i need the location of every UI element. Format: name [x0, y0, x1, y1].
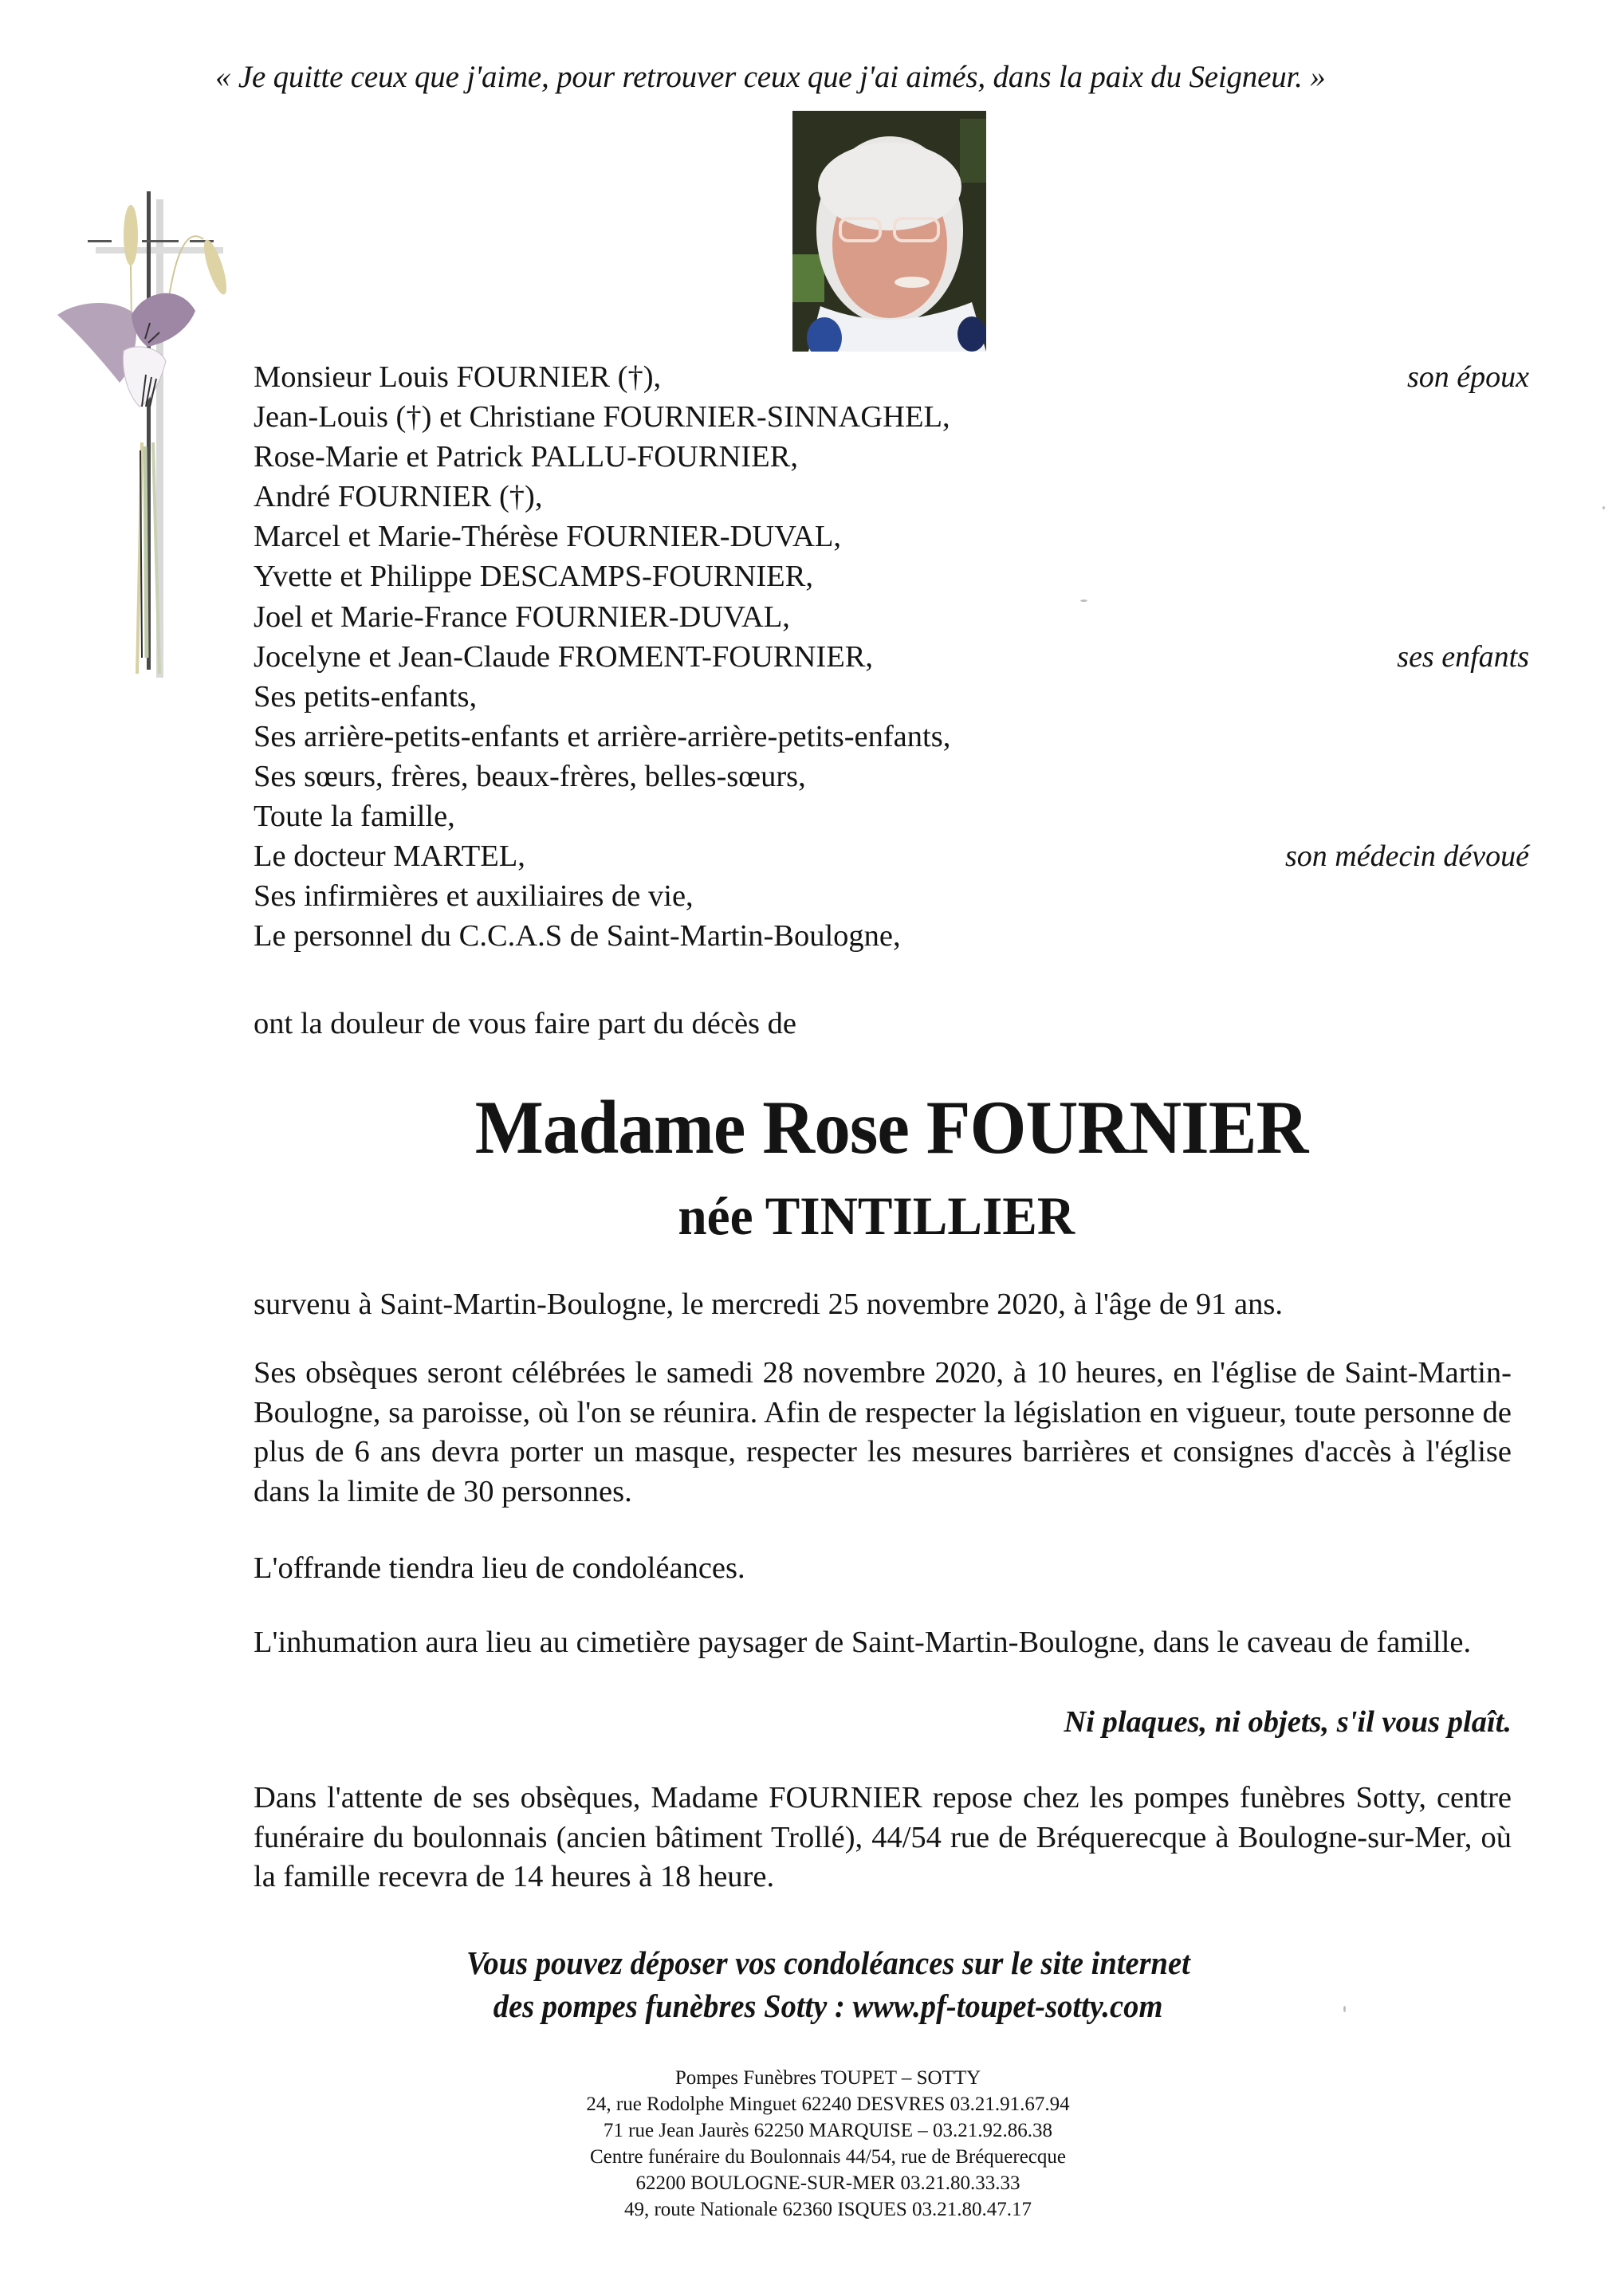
family-member-line	[254, 397, 1529, 437]
family-member-line	[254, 836, 1529, 876]
family-member-line	[254, 437, 1529, 477]
deceased-name	[0, 1085, 1624, 1170]
family-member-line	[254, 796, 1529, 836]
scan-speck	[1343, 2006, 1346, 2012]
family-member-name: Jean-Louis (†) et Christiane FOURNIER-SINNAGHEL,	[254, 400, 950, 434]
footer-line: Pompes Funèbres TOUPET – SOTTY	[674, 2067, 981, 2089]
viewing-paragraph: Dans l'attente de ses obsèques, Madame FOURNIER repose chez les pompes funèbres Sotty, centre funéraire du boulonnais (ancien bâtiment Trollé), 44/54 rue de Bréquerecque à Boulogne-sur-Mer, où la famille recevra de 14 heures à 18 heure.	[254, 1781, 1512, 1893]
footer-line: 24, rue Rodolphe Minguet 62240 DESVRES 03.21.91.67.94	[586, 2094, 1070, 2115]
maiden-name	[0, 1187, 1624, 1244]
scan-speck	[1080, 600, 1087, 602]
family-member-name: Ses infirmières et auxiliaires de vie,	[254, 879, 694, 914]
no-flowers-note: Ni plaques, ni objets, s'il vous plaît.	[1064, 1705, 1512, 1739]
family-member-line	[254, 637, 1529, 677]
portrait-image	[792, 111, 986, 352]
condolences-website-link[interactable]: des pompes funèbres Sotty : www.pf-toupet-sotty.com	[493, 1987, 1163, 2024]
family-member-name: Joel et Marie-France FOURNIER-DUVAL,	[254, 600, 790, 634]
family-role-label: ses enfants	[1397, 639, 1529, 674]
footer-line: 49, route Nationale 62360 ISQUES 03.21.80.47.17	[623, 2199, 1032, 2220]
family-role-label: son époux	[1406, 360, 1529, 394]
funeral-paragraph: Ses obsèques seront célébrées le samedi 28 novembre 2020, à 10 heures, en l'église de Saint-Martin-Boulogne, sa paroisse, où l'on se réunira. Afin de respecter la législation en vigueur, toute personne de plus de 6 ans devra porter un masque, respecter les mesures barrières et consignes d'accès à l'église dans la limite de 30 personnes.	[254, 1356, 1512, 1508]
condolences-line-2[interactable]	[0, 1983, 1624, 2028]
footer-line: 62200 BOULOGNE-SUR-MER 03.21.80.33.33	[635, 2172, 1020, 2194]
scan-speck	[1602, 506, 1605, 509]
family-member-name: Ses arrière-petits-enfants et arrière-arrière-petits-enfants,	[254, 719, 951, 753]
family-member-line	[254, 916, 1529, 956]
family-member-line	[254, 677, 1529, 717]
maiden-name-text: née TINTILLIER	[678, 1185, 1075, 1246]
deceased-name-text: Madame Rose FOURNIER	[475, 1085, 1308, 1170]
footer-line: Centre funéraire du Boulonnais 44/54, rue de Bréquerecque	[589, 2146, 1066, 2168]
family-member-name: Jocelyne et Jean-Claude FROMENT-FOURNIER,	[254, 639, 874, 674]
family-member-name: Yvette et Philippe DESCAMPS-FOURNIER,	[254, 560, 814, 594]
family-list	[254, 357, 1529, 956]
condolences-line-1	[0, 1940, 1624, 1985]
family-member-line	[254, 757, 1529, 796]
family-member-name: Le docteur MARTEL,	[254, 839, 525, 874]
family-role-label: son médecin dévoué	[1285, 839, 1529, 874]
family-member-line	[254, 517, 1529, 556]
announcement-text: ont la douleur de vous faire part du décès de	[254, 1007, 796, 1040]
family-member-line	[254, 717, 1529, 757]
funeral-home-footer	[0, 2065, 1624, 2223]
family-member-name: André FOURNIER (†),	[254, 480, 543, 514]
quote-line: « Je quitte ceux que j'aime, pour retrouver ceux que j'ai aimés, dans la paix du Seigneur. »	[215, 60, 1326, 94]
family-member-name: Monsieur Louis FOURNIER (†),	[254, 360, 662, 394]
family-member-line	[254, 876, 1529, 916]
footer-line: 71 rue Jean Jaurès 62250 MARQUISE – 03.21.92.86.38	[603, 2120, 1053, 2141]
family-member-name: Ses sœurs, frères, beaux-frères, belles-sœurs,	[254, 759, 806, 793]
portrait-photo	[792, 111, 986, 352]
family-member-name: Le personnel du C.C.A.S de Saint-Martin-Boulogne,	[254, 919, 901, 953]
family-member-name: Marcel et Marie-Thérèse FOURNIER-DUVAL,	[254, 520, 841, 554]
cross-lily-wheat-icon	[48, 179, 255, 690]
family-member-line	[254, 597, 1529, 637]
family-member-name: Toute la famille,	[254, 800, 455, 834]
family-member-line	[254, 556, 1529, 596]
family-member-line	[254, 357, 1529, 397]
burial-paragraph: L'inhumation aura lieu au cimetière paysager de Saint-Martin-Boulogne, dans le caveau de famille.	[254, 1626, 1472, 1659]
family-member-line	[254, 477, 1529, 517]
offering-paragraph: L'offrande tiendra lieu de condoléances.	[254, 1551, 745, 1585]
condolences-text-1: Vous pouvez déposer vos condoléances sur le site internet	[466, 1944, 1190, 1981]
death-notice: survenu à Saint-Martin-Boulogne, le mercredi 25 novembre 2020, à l'âge de 91 ans.	[254, 1288, 1283, 1321]
family-member-name: Ses petits-enfants,	[254, 679, 478, 714]
family-member-name: Rose-Marie et Patrick PALLU-FOURNIER,	[254, 440, 798, 474]
